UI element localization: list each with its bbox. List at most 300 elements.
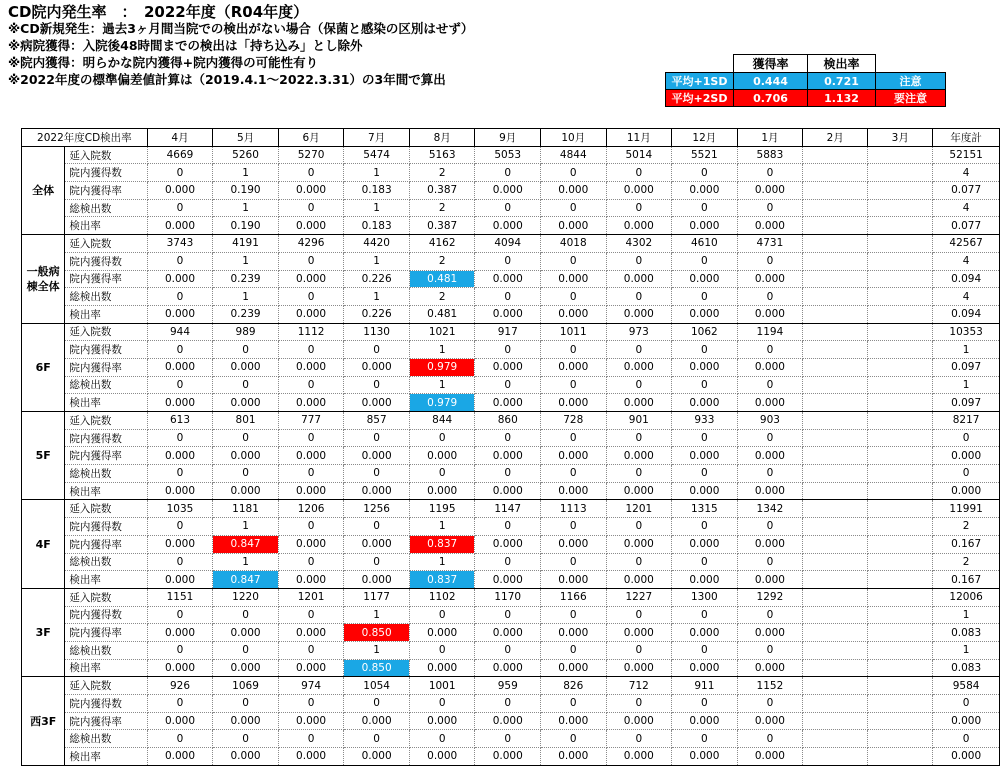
- table-cell: 0: [147, 199, 213, 217]
- table-cell: 0.000: [606, 305, 672, 323]
- table-cell: 0.000: [541, 748, 607, 766]
- table-cell: 0.190: [213, 182, 279, 200]
- table-cell: 0: [672, 730, 738, 748]
- table-cell: 857: [344, 412, 410, 430]
- table-cell: 0: [278, 288, 344, 306]
- table-cell: [803, 606, 868, 624]
- table-cell: 0: [606, 164, 672, 182]
- table-cell: 0.094: [933, 305, 1000, 323]
- table-cell: 0: [278, 341, 344, 359]
- table-cell: 0.000: [606, 624, 672, 642]
- table-cell: 0.979: [409, 394, 475, 412]
- table-cell: 0.000: [344, 748, 410, 766]
- table-row: [22, 447, 1000, 465]
- table-cell: 933: [672, 412, 738, 430]
- table-cell: 0: [541, 465, 607, 483]
- table-cell: [803, 641, 868, 659]
- legend-row-1sd: [666, 73, 946, 90]
- table-cell: 0.000: [147, 571, 213, 589]
- table-cell: 0.000: [475, 358, 541, 376]
- legend-acq: 0.444: [734, 73, 808, 90]
- table-cell: 0.000: [737, 482, 803, 500]
- table-cell: 0.000: [213, 358, 279, 376]
- table-cell: 4191: [213, 235, 279, 253]
- table-cell: 0: [344, 730, 410, 748]
- table-cell: 11991: [933, 500, 1000, 518]
- table-row: [22, 712, 1000, 730]
- table-cell: 5883: [737, 146, 803, 164]
- row-label: 総検出数: [65, 730, 147, 748]
- table-cell: 0: [278, 376, 344, 394]
- table-cell: 0.000: [213, 447, 279, 465]
- table-row: [22, 659, 1000, 677]
- table-cell: 0.387: [409, 217, 475, 235]
- table-cell: 0.000: [475, 182, 541, 200]
- table-cell: 1147: [475, 500, 541, 518]
- table-cell: 42567: [933, 235, 1000, 253]
- row-label: 検出率: [65, 571, 147, 589]
- row-label: 延入院数: [65, 500, 147, 518]
- page-title: CD院内発生率 ： 2022年度（R04年度）: [8, 3, 309, 21]
- row-label: 検出率: [65, 305, 147, 323]
- table-row: [22, 465, 1000, 483]
- table-cell: 1315: [672, 500, 738, 518]
- legend-blank: [876, 55, 946, 73]
- table-cell: 0: [213, 376, 279, 394]
- table-cell: 0: [344, 695, 410, 713]
- row-label: 院内獲得率: [65, 182, 147, 200]
- table-cell: 2: [409, 164, 475, 182]
- table-cell: 0: [344, 518, 410, 536]
- table-cell: [803, 482, 868, 500]
- table-row: [22, 394, 1000, 412]
- table-cell: 1112: [278, 323, 344, 341]
- table-cell: 0.000: [606, 535, 672, 553]
- table-cell: 944: [147, 323, 213, 341]
- table-cell: [868, 695, 933, 713]
- table-cell: 2: [933, 553, 1000, 571]
- table-cell: 1227: [606, 588, 672, 606]
- table-cell: [868, 358, 933, 376]
- table-cell: 0: [606, 252, 672, 270]
- note-line: ※2022年度の標準偏差値計算は（2019.4.1～2022.3.31）の3年間で算出: [8, 72, 446, 87]
- table-cell: 0: [672, 164, 738, 182]
- note-line: ※院内獲得：明らかな院内獲得+院内獲得の可能性有り: [8, 55, 319, 70]
- table-cell: 0: [278, 641, 344, 659]
- table-cell: 0.000: [672, 358, 738, 376]
- table-cell: [868, 429, 933, 447]
- table-cell: 0.000: [344, 394, 410, 412]
- table-cell: 0: [672, 199, 738, 217]
- table-cell: 0.000: [278, 305, 344, 323]
- table-cell: 1151: [147, 588, 213, 606]
- table-row: [22, 429, 1000, 447]
- table-cell: 0.000: [147, 447, 213, 465]
- legend-header-acq: 獲得率: [734, 55, 808, 73]
- table-cell: 0: [737, 288, 803, 306]
- month-header: 3月: [868, 129, 933, 147]
- table-cell: 0.000: [147, 535, 213, 553]
- table-cell: 0: [737, 553, 803, 571]
- table-cell: 0: [213, 465, 279, 483]
- row-label: 総検出数: [65, 199, 147, 217]
- table-cell: 0: [737, 641, 803, 659]
- legend-acq: 0.706: [734, 90, 808, 107]
- table-cell: 0: [213, 606, 279, 624]
- table-cell: 0.000: [475, 712, 541, 730]
- month-header: 年度計: [933, 129, 1000, 147]
- table-cell: 0.000: [344, 358, 410, 376]
- table-cell: 0: [672, 518, 738, 536]
- table-cell: 0: [147, 164, 213, 182]
- table-cell: 0: [475, 252, 541, 270]
- table-row: [22, 553, 1000, 571]
- table-row: [22, 641, 1000, 659]
- table-row: [22, 252, 1000, 270]
- row-label: 検出率: [65, 748, 147, 766]
- table-cell: 0.183: [344, 217, 410, 235]
- table-cell: [803, 429, 868, 447]
- table-row: [22, 305, 1000, 323]
- table-cell: 0.000: [541, 217, 607, 235]
- table-cell: 1: [344, 164, 410, 182]
- table-cell: 0: [278, 553, 344, 571]
- table-cell: 0: [737, 465, 803, 483]
- table-row: [22, 288, 1000, 306]
- table-cell: 1170: [475, 588, 541, 606]
- table-cell: 0: [278, 606, 344, 624]
- table-cell: [868, 500, 933, 518]
- section-label: 西3F: [22, 677, 65, 765]
- table-row: [22, 571, 1000, 589]
- table-cell: 0: [737, 252, 803, 270]
- table-row: [22, 217, 1000, 235]
- table-row: [22, 146, 1000, 164]
- table-cell: 0.000: [672, 394, 738, 412]
- table-cell: [803, 217, 868, 235]
- table-cell: 0.000: [147, 270, 213, 288]
- table-cell: 901: [606, 412, 672, 430]
- table-cell: 0.000: [606, 571, 672, 589]
- table-row: [22, 270, 1000, 288]
- table-cell: 0.000: [606, 748, 672, 766]
- row-label: 総検出数: [65, 376, 147, 394]
- table-cell: 926: [147, 677, 213, 695]
- table-cell: 1062: [672, 323, 738, 341]
- table-cell: 0: [344, 429, 410, 447]
- table-cell: [803, 288, 868, 306]
- table-cell: 0.077: [933, 217, 1000, 235]
- table-cell: 0.000: [213, 748, 279, 766]
- table-cell: 0: [475, 341, 541, 359]
- table-cell: 0.000: [672, 447, 738, 465]
- table-cell: 1: [213, 518, 279, 536]
- table-cell: 0.094: [933, 270, 1000, 288]
- table-cell: [868, 252, 933, 270]
- table-row: [22, 358, 1000, 376]
- table-cell: 0: [541, 341, 607, 359]
- table-cell: 0: [475, 164, 541, 182]
- table-cell: [868, 748, 933, 766]
- table-cell: 0.000: [344, 535, 410, 553]
- table-corner: 2022年度CD検出率: [22, 129, 148, 147]
- table-cell: [868, 606, 933, 624]
- table-cell: 0: [672, 606, 738, 624]
- table-cell: 5163: [409, 146, 475, 164]
- row-label: 検出率: [65, 394, 147, 412]
- table-cell: 0: [475, 730, 541, 748]
- legend-row-2sd: [666, 90, 946, 107]
- table-cell: 0: [147, 341, 213, 359]
- table-cell: 0: [541, 553, 607, 571]
- table-cell: 0.000: [737, 712, 803, 730]
- row-label: 延入院数: [65, 235, 147, 253]
- table-cell: 728: [541, 412, 607, 430]
- table-cell: 0: [737, 199, 803, 217]
- table-cell: 0: [933, 465, 1000, 483]
- table-cell: 0.000: [737, 305, 803, 323]
- table-cell: 0.000: [147, 394, 213, 412]
- section-label: 5F: [22, 412, 65, 500]
- table-cell: 0.000: [213, 482, 279, 500]
- table-cell: [803, 553, 868, 571]
- table-cell: 0.097: [933, 394, 1000, 412]
- table-cell: [868, 571, 933, 589]
- table-cell: [803, 748, 868, 766]
- table-cell: 1: [933, 641, 1000, 659]
- table-cell: 0.000: [606, 659, 672, 677]
- table-cell: 0: [606, 695, 672, 713]
- table-cell: 0.097: [933, 358, 1000, 376]
- table-cell: 0.000: [541, 358, 607, 376]
- table-cell: 4610: [672, 235, 738, 253]
- table-cell: 1001: [409, 677, 475, 695]
- table-cell: 0: [147, 429, 213, 447]
- table-cell: [868, 305, 933, 323]
- table-row: [22, 606, 1000, 624]
- table-cell: 0.000: [409, 659, 475, 677]
- table-cell: 0: [606, 376, 672, 394]
- table-cell: [803, 199, 868, 217]
- table-cell: [868, 641, 933, 659]
- table-cell: 1: [409, 341, 475, 359]
- table-cell: 0: [541, 199, 607, 217]
- table-cell: [868, 659, 933, 677]
- table-cell: 1181: [213, 500, 279, 518]
- table-cell: 1: [344, 606, 410, 624]
- table-cell: [868, 341, 933, 359]
- table-cell: 0.387: [409, 182, 475, 200]
- table-cell: 0.077: [933, 182, 1000, 200]
- table-cell: 0.000: [933, 748, 1000, 766]
- table-cell: 0.000: [278, 535, 344, 553]
- table-cell: 0.000: [672, 571, 738, 589]
- table-cell: [803, 712, 868, 730]
- row-label: 院内獲得数: [65, 695, 147, 713]
- table-cell: 0: [409, 429, 475, 447]
- table-cell: 0.000: [541, 659, 607, 677]
- table-cell: 0.000: [147, 305, 213, 323]
- table-cell: 0: [672, 553, 738, 571]
- table-cell: 0: [541, 164, 607, 182]
- table-cell: 1256: [344, 500, 410, 518]
- table-cell: 903: [737, 412, 803, 430]
- table-cell: 0: [672, 695, 738, 713]
- row-label: 院内獲得数: [65, 606, 147, 624]
- table-cell: 1177: [344, 588, 410, 606]
- table-cell: 0.000: [475, 571, 541, 589]
- table-cell: 0: [541, 730, 607, 748]
- table-cell: 1035: [147, 500, 213, 518]
- table-cell: [803, 730, 868, 748]
- table-cell: [868, 482, 933, 500]
- table-cell: 0.000: [344, 447, 410, 465]
- table-cell: 0: [278, 164, 344, 182]
- table-cell: 0.000: [278, 482, 344, 500]
- table-cell: 0.000: [672, 305, 738, 323]
- table-cell: 0.850: [344, 659, 410, 677]
- table-cell: 0: [606, 341, 672, 359]
- table-cell: 0.000: [606, 358, 672, 376]
- table-cell: 0.000: [475, 270, 541, 288]
- table-row: [22, 588, 1000, 606]
- table-cell: 0: [606, 429, 672, 447]
- table-cell: 1: [409, 376, 475, 394]
- table-cell: 1152: [737, 677, 803, 695]
- table-cell: 0: [541, 518, 607, 536]
- table-cell: [803, 659, 868, 677]
- table-cell: 0: [213, 730, 279, 748]
- table-row: [22, 730, 1000, 748]
- table-cell: 0.000: [213, 712, 279, 730]
- table-cell: 826: [541, 677, 607, 695]
- table-cell: 0: [147, 376, 213, 394]
- table-cell: 0.837: [409, 535, 475, 553]
- row-label: 検出率: [65, 659, 147, 677]
- table-cell: 0: [606, 553, 672, 571]
- table-cell: 0: [475, 376, 541, 394]
- table-cell: 2: [409, 199, 475, 217]
- row-label: 延入院数: [65, 588, 147, 606]
- table-cell: 0.000: [147, 748, 213, 766]
- table-cell: 0: [672, 465, 738, 483]
- table-cell: 5014: [606, 146, 672, 164]
- legend-det: 1.132: [808, 90, 876, 107]
- table-cell: 1054: [344, 677, 410, 695]
- table-cell: 0.000: [278, 447, 344, 465]
- table-cell: 801: [213, 412, 279, 430]
- table-cell: 0.000: [672, 182, 738, 200]
- legend-note: 注意: [876, 73, 946, 90]
- month-header: 8月: [409, 129, 475, 147]
- table-cell: 0: [475, 465, 541, 483]
- table-cell: 0: [737, 518, 803, 536]
- table-cell: 0.000: [344, 482, 410, 500]
- table-cell: 0.239: [213, 270, 279, 288]
- table-cell: 0: [606, 606, 672, 624]
- table-cell: 1292: [737, 588, 803, 606]
- table-cell: 0.000: [541, 571, 607, 589]
- table-cell: 0.000: [606, 482, 672, 500]
- table-cell: 1206: [278, 500, 344, 518]
- note-line: ※CD新規発生：過去3ヶ月間当院での検出がない場合（保菌と感染の区別はせず）: [8, 21, 474, 36]
- table-cell: 0: [147, 518, 213, 536]
- table-cell: 0.000: [475, 535, 541, 553]
- table-cell: 0: [672, 429, 738, 447]
- table-cell: 0.000: [606, 182, 672, 200]
- table-cell: [868, 677, 933, 695]
- table-cell: 0.000: [475, 305, 541, 323]
- table-cell: [868, 712, 933, 730]
- note-line: ※病院獲得：入院後48時間までの検出は「持ち込み」とし除外: [8, 38, 363, 53]
- table-cell: 0.000: [737, 447, 803, 465]
- table-cell: 0.000: [737, 535, 803, 553]
- table-cell: 989: [213, 323, 279, 341]
- table-cell: 0.083: [933, 624, 1000, 642]
- table-cell: [803, 270, 868, 288]
- table-cell: 0.000: [213, 659, 279, 677]
- table-cell: [803, 571, 868, 589]
- legend-det: 0.721: [808, 73, 876, 90]
- table-cell: 0: [147, 641, 213, 659]
- table-cell: 0: [409, 695, 475, 713]
- table-cell: 0.000: [147, 217, 213, 235]
- table-cell: 0.000: [409, 712, 475, 730]
- month-header: 4月: [147, 129, 213, 147]
- table-cell: 0: [672, 288, 738, 306]
- table-cell: 5474: [344, 146, 410, 164]
- table-cell: 0: [737, 376, 803, 394]
- table-cell: 0.000: [541, 394, 607, 412]
- table-row: [22, 323, 1000, 341]
- table-cell: 0.000: [278, 217, 344, 235]
- section-label: 全体: [22, 146, 65, 234]
- table-cell: 0: [278, 730, 344, 748]
- table-cell: 0.239: [213, 305, 279, 323]
- month-header: 2月: [803, 129, 868, 147]
- table-cell: 0.481: [409, 270, 475, 288]
- table-cell: 0: [475, 553, 541, 571]
- table-cell: 0: [409, 641, 475, 659]
- table-cell: 5270: [278, 146, 344, 164]
- table-cell: 9584: [933, 677, 1000, 695]
- table-cell: 4: [933, 164, 1000, 182]
- month-header: 11月: [606, 129, 672, 147]
- table-cell: 0: [933, 429, 1000, 447]
- table-cell: 0.000: [278, 270, 344, 288]
- table-cell: 0.000: [147, 659, 213, 677]
- legend-label: 平均+1SD: [666, 73, 734, 90]
- table-cell: 0.000: [606, 447, 672, 465]
- table-cell: 2: [409, 288, 475, 306]
- table-cell: 0: [541, 641, 607, 659]
- threshold-legend: [665, 54, 946, 107]
- table-cell: 0: [344, 465, 410, 483]
- table-cell: 0.226: [344, 305, 410, 323]
- table-cell: [868, 270, 933, 288]
- table-cell: 0: [737, 730, 803, 748]
- table-cell: 1220: [213, 588, 279, 606]
- table-cell: 0.000: [278, 624, 344, 642]
- month-header: 6月: [278, 129, 344, 147]
- table-cell: [803, 588, 868, 606]
- table-cell: [803, 465, 868, 483]
- table-cell: 1: [344, 641, 410, 659]
- table-cell: 0: [541, 288, 607, 306]
- notes-block: [8, 20, 473, 88]
- table-cell: [868, 412, 933, 430]
- table-cell: 0: [541, 429, 607, 447]
